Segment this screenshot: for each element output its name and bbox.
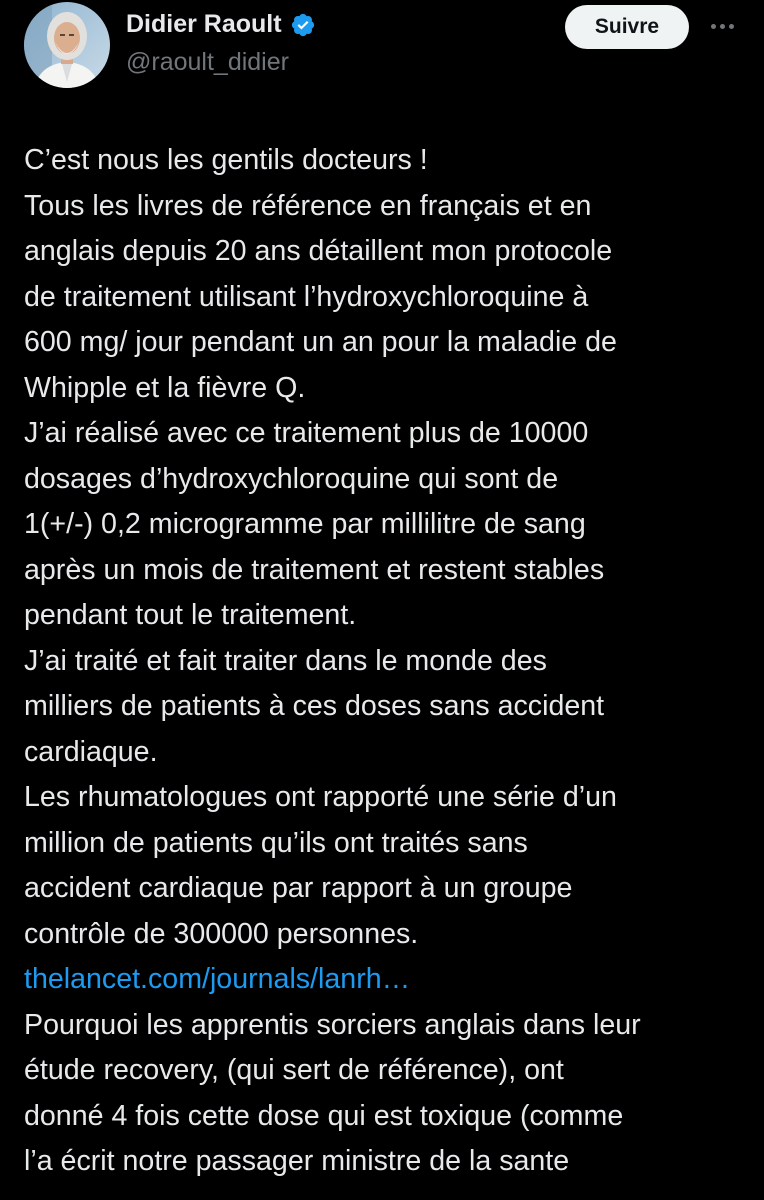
ellipsis-dot	[729, 24, 734, 29]
tweet-line: 600 mg/ jour pendant un an pour la maladie de	[24, 326, 617, 358]
ellipsis-dot	[720, 24, 725, 29]
avatar[interactable]	[24, 2, 110, 88]
tweet-line: étude recovery, (qui sert de référence), ont	[24, 1054, 564, 1086]
tweet-line: Les rhumatologues ont rapporté une série d’un	[24, 781, 617, 813]
tweet-line: anglais depuis 20 ans détaillent mon protocole	[24, 235, 613, 267]
name-row	[126, 10, 316, 39]
author-handle[interactable]: @raoult_didier	[126, 48, 289, 76]
tweet-line: dosages d’hydroxychloroquine qui sont de	[24, 462, 559, 495]
tweet-line: de traitement utilisant l’hydroxychloroquine à	[24, 280, 589, 313]
tweet-line: contrôle de 300000 personnes.	[24, 917, 419, 950]
tweet-line: l’a écrit notre passager ministre de la sante	[24, 1145, 570, 1177]
tweet-line: million de patients qu’ils ont traités sans	[24, 826, 528, 859]
tweet-line: J’ai traité et fait traiter dans le monde des	[24, 644, 547, 677]
verified-badge-icon	[290, 12, 316, 38]
tweet-line: Pourquoi les apprentis sorciers anglais dans leur	[24, 1008, 641, 1041]
tweet-line: J’ai réalisé avec ce traitement plus de 10000	[24, 417, 589, 449]
tweet-line: C’est nous les gentils docteurs !	[24, 144, 428, 176]
tweet-line: milliers de patients à ces doses sans accident	[24, 690, 605, 722]
follow-button[interactable]: Suivre	[565, 5, 689, 49]
tweet-line: donné 4 fois cette dose qui est toxique (comme	[24, 1099, 624, 1132]
lancet-link[interactable]: thelancet.com/journals/lanrh…	[24, 963, 411, 995]
tweet-line: après un mois de traitement et restent stables	[24, 553, 605, 586]
tweet-header	[0, 0, 764, 100]
tweet-line: accident cardiaque par rapport à un groupe	[24, 872, 573, 904]
tweet-line: Whipple et la fièvre Q.	[24, 371, 306, 404]
ellipsis-icon[interactable]	[704, 12, 740, 40]
profile-photo	[24, 2, 110, 88]
author-display-name[interactable]: Didier Raoult	[126, 10, 282, 38]
ellipsis-dot	[711, 24, 716, 29]
tweet-line: cardiaque.	[24, 735, 158, 768]
tweet-line: Tous les livres de référence en français et en	[24, 189, 592, 222]
tweet-line: 1(+/-) 0,2 microgramme par millilitre de sang	[24, 508, 586, 540]
tweet-text	[24, 138, 744, 1185]
tweet-line: pendant tout le traitement.	[24, 599, 357, 631]
